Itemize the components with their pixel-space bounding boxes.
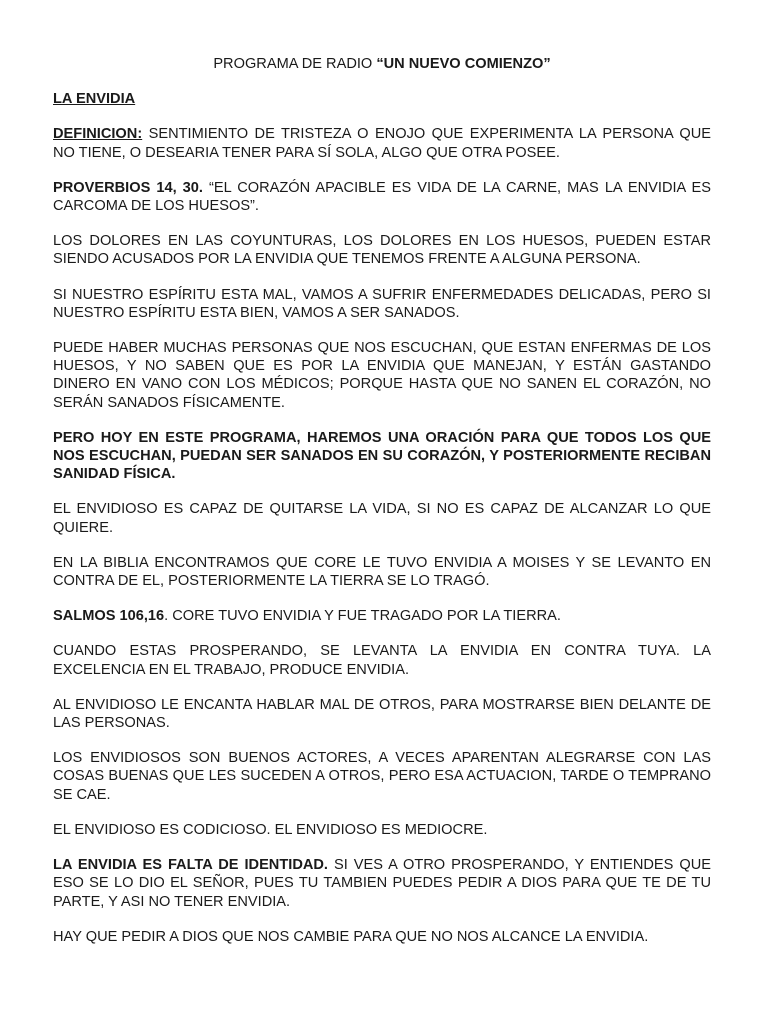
title-prefix: PROGRAMA DE RADIO [213, 56, 377, 72]
paragraph-envidioso-vida: EL ENVIDIOSO ES CAPAZ DE QUITARSE LA VIDA, SI NO ES CAPAZ DE ALCANZAR LO QUE QUIERE. [53, 501, 711, 536]
paragraph-pedir-dios: HAY QUE PEDIR A DIOS QUE NOS CAMBIE PARA QUE NO NOS ALCANCE LA ENVIDIA. [53, 928, 649, 945]
paragraph-proverbios [53, 179, 711, 215]
paragraph-biblia-core: EN LA BIBLIA ENCONTRAMOS QUE CORE LE TUVO ENVIDIA A MOISES Y SE LEVANTO EN CONTRA DE EL, POSTERIORMENTE LA TIERRA SE LO TRAGÓ. [53, 554, 711, 590]
identidad-text: SI VES A OTRO PROSPERANDO, Y ENTIENDES QUE ESO SE LO DIO EL SEÑOR, PUES TU TAMBIEN PUEDES PEDIR A DIOS PARA QUE TE DE TU PARTE, Y ASI NO TENER ENVIDIA. [53, 857, 711, 910]
paragraph-prosperando: CUANDO ESTAS PROSPERANDO, SE LEVANTA LA ENVIDIA EN CONTRA TUYA. LA EXCELENCIA EN EL TRABAJO, PRODUCE ENVIDIA. [53, 643, 711, 678]
paragraph-definicion [53, 125, 711, 161]
salmos-text: . CORE TUVO ENVIDIA Y FUE TRAGADO POR LA TIERRA. [164, 608, 561, 625]
paragraph-actores: LOS ENVIDIOSOS SON BUENOS ACTORES, A VECES APARENTAN ALEGRARSE CON LAS COSAS BUENAS QUE LES SUCEDEN A OTROS, PERO ESA ACTUACION, TARDE O TEMPRANO SE CAE. [53, 750, 711, 803]
document-page [53, 55, 711, 963]
paragraph-enfermos: PUEDE HABER MUCHAS PERSONAS QUE NOS ESCUCHAN, QUE ESTAN ENFERMAS DE LOS HUESOS, Y NO SABEN QUE ES POR LA ENVIDIA QUE MANEJAN, Y ESTÁN GASTANDO DINERO EN VANO CON LOS MÉDICOS; PORQUE HASTA QUE NO SANEN EL CORAZÓN, NO SERÁN SANADOS FÍSICAMENTE. [53, 340, 711, 411]
proverbios-text: “EL CORAZÓN APACIBLE ES VIDA DE LA CARNE, MAS LA ENVIDIA ES CARCOMA DE LOS HUESOS”. [53, 179, 711, 215]
paragraph-hablar-mal: AL ENVIDIOSO LE ENCANTA HABLAR MAL DE OTROS, PARA MOSTRARSE BIEN DELANTE DE LAS PERSONAS. [53, 696, 711, 732]
salmos-reference: SALMOS 106,16 [53, 608, 165, 625]
paragraph-salmos [53, 607, 711, 625]
paragraph-oracion: PERO HOY EN ESTE PROGRAMA, HAREMOS UNA ORACIÓN PARA QUE TODOS LOS QUE NOS ESCUCHAN, PUEDAN SER SANADOS EN SU CORAZÓN, Y POSTERIORMENTE RECIBAN SANIDAD FÍSICA. [53, 429, 711, 483]
paragraph-dolores: LOS DOLORES EN LAS COYUNTURAS, LOS DOLORES EN LOS HUESOS, PUEDEN ESTAR SIENDO ACUSADOS POR LA ENVIDIA QUE TENEMOS FRENTE A ALGUNA PERSONA. [53, 233, 711, 268]
paragraph-espiritu: SI NUESTRO ESPÍRITU ESTA MAL, VAMOS A SUFRIR ENFERMEDADES DELICADAS, PERO SI NUESTRO ESPÍRITU ESTA BIEN, VAMOS A SER SANADOS. [53, 286, 711, 321]
identidad-lead: LA ENVIDIA ES FALTA DE IDENTIDAD. [53, 857, 328, 874]
document-title [53, 55, 711, 73]
title-program-name: “UN NUEVO COMIENZO” [376, 56, 551, 72]
definicion-label: DEFINICION: [53, 126, 143, 143]
paragraph-identidad [53, 856, 711, 911]
paragraph-codicioso: EL ENVIDIOSO ES CODICIOSO. EL ENVIDIOSO ES MEDIOCRE. [53, 821, 488, 838]
proverbios-reference: PROVERBIOS 14, 30. [53, 179, 203, 196]
definicion-text: SENTIMIENTO DE TRISTEZA O ENOJO QUE EXPERIMENTA LA PERSONA QUE NO TIENE, O DESEARIA TENER PARA SÍ SOLA, ALGO QUE OTRA POSEE. [53, 126, 711, 161]
section-heading: LA ENVIDIA [53, 91, 136, 108]
